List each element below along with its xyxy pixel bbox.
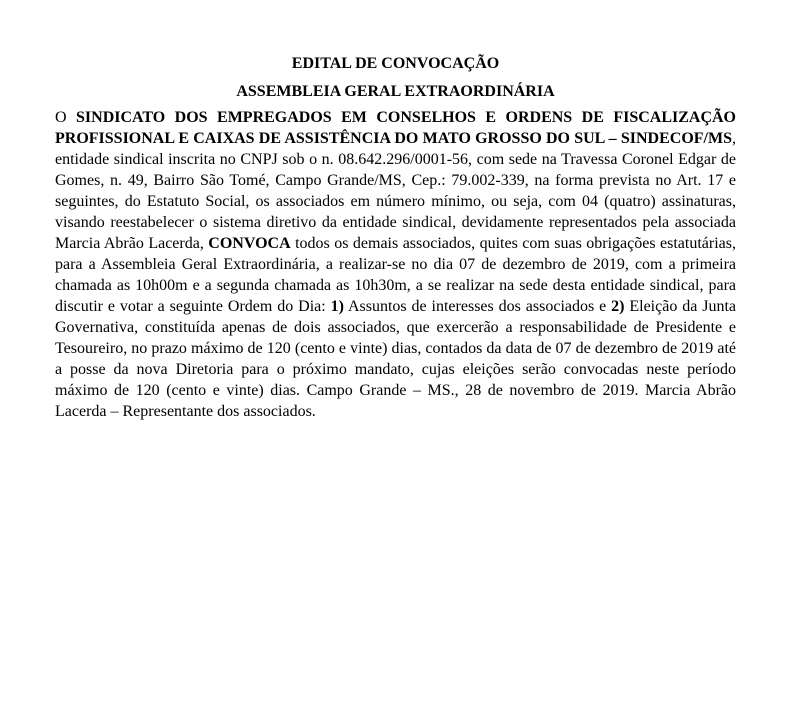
agenda-item-1-number: 1)	[330, 298, 344, 315]
document-title: EDITAL DE CONVOCAÇÃO	[291, 55, 500, 72]
document-subtitle: ASSEMBLEIA GERAL EXTRAORDINÁRIA	[236, 83, 555, 100]
convocation-paragraph	[55, 107, 736, 422]
paragraph-part-2: todos os demais associados, quites com suas obrigações estatutárias, para a Assembleia Geral Extraordinária, a realizar-se no dia 07 de dezembro de 2019, com a primeira chamada as 10h00m e a segunda chamada as 10h30m, a se realizar na sede desta entidade sindical, para discutir e votar a seguinte Ordem do Dia:	[55, 235, 736, 315]
agenda-item-2-text: Eleição da Junta Governativa, constituída apenas de dois associados, que exercerão a responsabilidade de Presidente e Tesoureiro, no prazo máximo de 120 (cento e vinte) dias, contados da data de 07 de dezembro de 2019 até a posse da nova Diretoria para o próximo mandato, cujas eleições serão convocadas neste período máximo de 120 (cento e vinte) dias. Campo Grande – MS., 28 de novembro de 2019. Marcia Abrão Lacerda – Representante dos associados.	[55, 298, 737, 420]
paragraph-part-1: , entidade sindical inscrita no CNPJ sob o n. 08.642.296/0001-56, com sede na Travessa Coronel Edgar de Gomes, n. 49, Bairro São Tomé, Campo Grande/MS, Cep.: 79.002-339, na forma prevista no Art. 17 e seguintes, do Estatuto Social, os associados em número mínimo, ou seja, com 04 (quatro) assinaturas, visando reestabelecer o sistema diretivo da entidade sindical, devidamente representados pela associada Marcia Abrão Lacerda,	[55, 130, 736, 252]
edital-document	[55, 53, 736, 422]
convoca-keyword: CONVOCA	[208, 235, 291, 252]
paragraph-lead: O	[55, 109, 77, 126]
union-name: SINDICATO DOS EMPREGADOS EM CONSELHOS E ORDENS DE FISCALIZAÇÃO PROFISSIONAL E CAIXAS DE ASSISTÊNCIA DO MATO GROSSO DO SUL – SINDECOF/MS	[55, 109, 737, 147]
agenda-item-1-text: Assuntos de interesses dos associados e	[343, 298, 612, 315]
agenda-item-2-number: 2)	[611, 298, 625, 315]
